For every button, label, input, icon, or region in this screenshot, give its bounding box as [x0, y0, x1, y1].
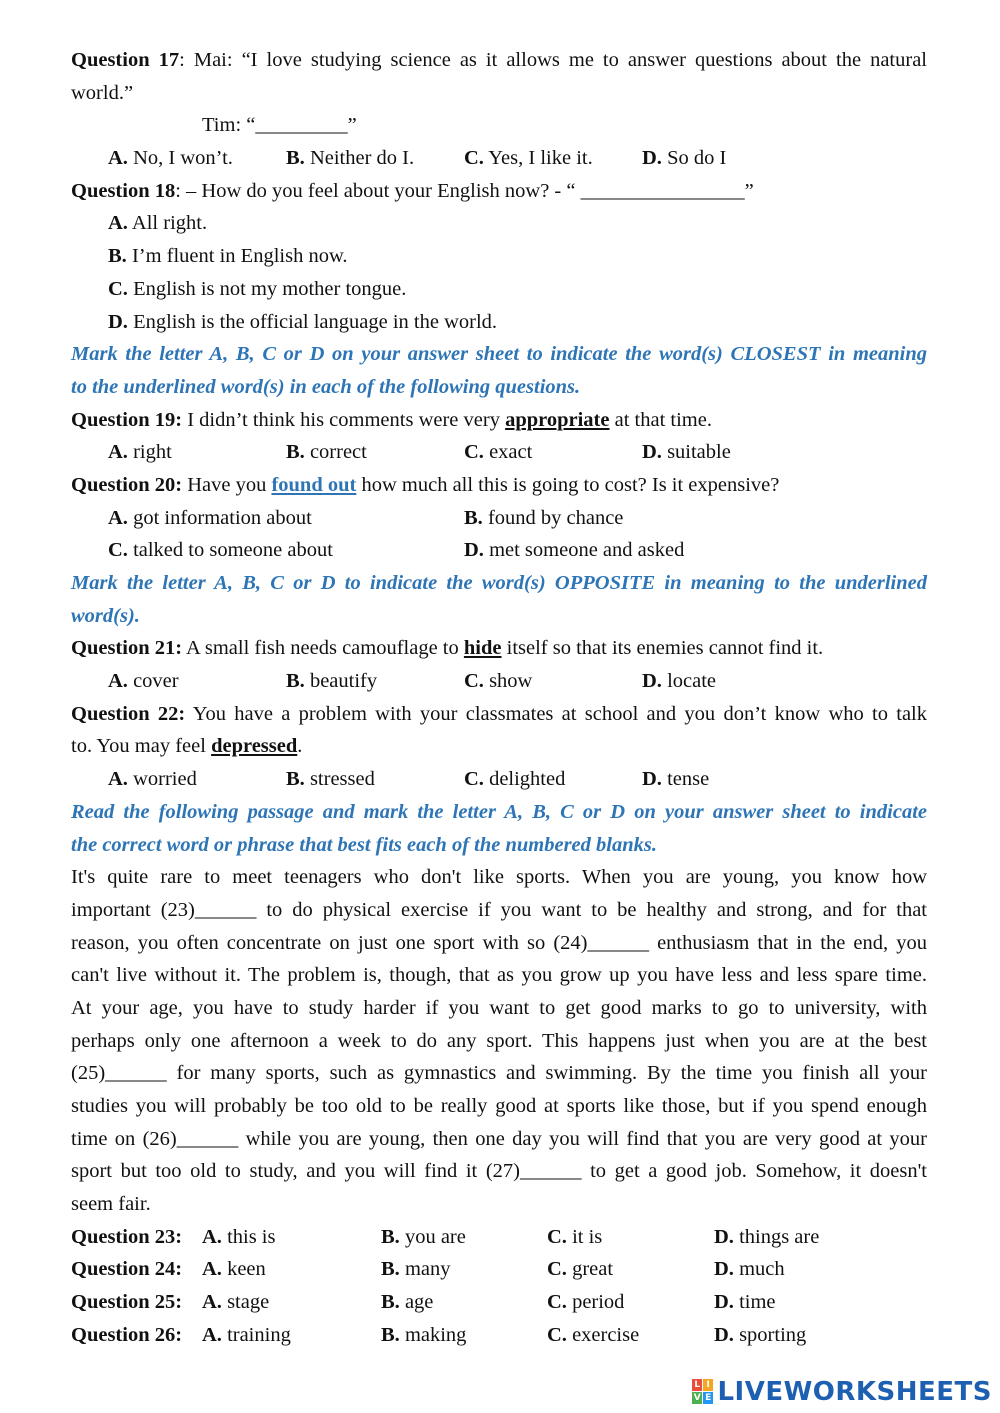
option-c[interactable]: C. it is	[547, 1225, 603, 1248]
question-17-text-cont: world.”	[71, 81, 134, 104]
liveworksheets-logo-icon: L I V E	[693, 1380, 712, 1403]
question-17-line2	[71, 77, 927, 110]
question-21-line: Question 21: A small fish needs camouflage to hide itself so that its enemies cannot find it.	[71, 637, 824, 660]
passage-line: sport but too old to study, and you will find it (27)______ to get a good job. Somehow, it doesn't	[71, 1160, 927, 1183]
instruction-opposite-line2: word(s).	[71, 604, 140, 627]
option-d[interactable]: D. things are	[714, 1225, 820, 1248]
option-b[interactable]: B. making	[381, 1323, 467, 1346]
question-18-line	[71, 175, 927, 208]
question-21-options	[71, 665, 927, 698]
passage-line: perhaps only one afternoon a week to do any sport. This happens just when you are at the best	[71, 1029, 927, 1052]
option-c[interactable]: C. delighted	[464, 768, 566, 791]
option-d[interactable]: D. English is the official language in the world.	[108, 310, 498, 333]
worksheet-page	[71, 44, 927, 1352]
question-24-label: Question 24:	[71, 1258, 183, 1281]
question-23-label: Question 23:	[71, 1225, 183, 1248]
question-20-options-row2	[71, 534, 927, 567]
option-c[interactable]: C. Yes, I like it.	[464, 147, 593, 170]
question-21-label: Question 21:	[71, 637, 183, 660]
passage-line: studies you will probably be too old to be really good at sports like those, but if you spend enough	[71, 1095, 927, 1117]
question-17-text: : Mai: “I love studying science as it allows me to answer questions about the natural	[179, 49, 927, 71]
option-d[interactable]: D. So do I	[642, 147, 727, 170]
option-a[interactable]: A. got information about	[108, 506, 312, 529]
question-19-line: Question 19: I didn’t think his comments were very appropriate at that time.	[71, 408, 712, 431]
passage-line: At your age, you have to study harder if you want to get good marks to go to university, with	[71, 996, 927, 1019]
option-d[interactable]: D. met someone and asked	[464, 539, 685, 562]
question-22-line2: to. You may feel depressed.	[71, 735, 303, 758]
option-b[interactable]: B. you are	[381, 1225, 466, 1248]
option-b[interactable]: B. beautify	[286, 670, 378, 693]
option-b[interactable]: B. found by chance	[464, 506, 624, 529]
question-18-label: Question 18	[71, 179, 176, 202]
passage-line: seem fair.	[71, 1193, 151, 1216]
option-d[interactable]: D. tense	[642, 768, 710, 791]
underlined-word: hide	[463, 637, 502, 660]
option-a[interactable]: A. All right.	[108, 212, 208, 235]
underlined-word: appropriate	[505, 408, 610, 431]
reading-passage	[71, 861, 927, 1221]
option-a[interactable]: A. No, I won’t.	[108, 147, 233, 170]
liveworksheets-logo[interactable]	[692, 1377, 992, 1407]
question-17-options	[71, 142, 927, 175]
option-a[interactable]: A. stage	[202, 1291, 270, 1314]
option-b[interactable]: B. age	[381, 1291, 434, 1314]
question-19-options	[71, 436, 927, 469]
question-25-label: Question 25:	[71, 1291, 183, 1314]
instruction-passage-line1: Read the following passage and mark the letter A, B, C or D on your answer sheet to indicate	[71, 800, 927, 823]
question-26-label: Question 26:	[71, 1323, 183, 1346]
question-19-label: Question 19:	[71, 408, 183, 431]
option-b[interactable]: B. stressed	[286, 768, 375, 791]
option-a[interactable]: A. worried	[108, 768, 197, 791]
option-c[interactable]: C. great	[547, 1258, 614, 1281]
question-26-row	[71, 1319, 927, 1352]
option-c[interactable]: C. period	[547, 1291, 625, 1314]
option-c[interactable]: C. exact	[464, 441, 533, 464]
question-17-tim: Tim: “_________”	[202, 114, 357, 137]
option-d[interactable]: D. suitable	[642, 441, 731, 464]
option-d[interactable]: D. much	[714, 1258, 785, 1281]
option-c[interactable]: C. show	[464, 670, 533, 693]
option-a[interactable]: A. training	[202, 1323, 291, 1346]
option-c[interactable]: C. English is not my mother tongue.	[108, 277, 407, 300]
question-17-label: Question 17	[71, 49, 180, 71]
option-b[interactable]: B. correct	[286, 441, 367, 464]
instruction-closest-line1: Mark the letter A, B, C or D on your answer sheet to indicate the word(s) CLOSEST in meaning	[71, 343, 927, 366]
option-b[interactable]: B. many	[381, 1258, 451, 1281]
question-17-tim-line	[71, 109, 927, 142]
question-20-line: Question 20: Have you found out how much all this is going to cost? Is it expensive?	[71, 473, 780, 496]
option-c[interactable]: C. talked to someone about	[108, 539, 333, 562]
instruction-passage-line2: the correct word or phrase that best fits each of the numbered blanks.	[71, 833, 657, 856]
option-d[interactable]: D. time	[714, 1291, 776, 1314]
question-20-options-row1	[71, 502, 927, 535]
question-24-row	[71, 1253, 927, 1286]
question-17-line1	[71, 44, 927, 77]
passage-line: (25)______ for many sports, such as gymnastics and swimming. By the time you finish all your	[71, 1062, 927, 1085]
liveworksheets-logo-text: LIVEWORKSHEETS	[717, 1377, 992, 1407]
question-25-row	[71, 1286, 927, 1319]
question-18-text: : – How do you feel about your English now? - “ ________________”	[175, 179, 754, 202]
option-a[interactable]: A. this is	[202, 1225, 276, 1248]
passage-line: can't live without it. The problem is, though, that as you grow up you have less and less spare time.	[71, 964, 927, 987]
option-c[interactable]: C. exercise	[547, 1323, 640, 1346]
underlined-word: depressed	[211, 735, 298, 758]
passage-line: reason, you often concentrate on just one sport with so (24)______ enthusiasm that in the end, you	[71, 931, 927, 954]
question-22-label: Question 22:	[71, 702, 186, 725]
option-a[interactable]: A. keen	[202, 1258, 266, 1281]
passage-line: time on (26)______ while you are young, then one day you will find that you are very good at your	[71, 1127, 927, 1150]
option-b[interactable]: B. I’m fluent in English now.	[108, 245, 348, 268]
passage-line: important (23)______ to do physical exercise if you want to be healthy and strong, and for that	[71, 898, 927, 921]
instruction-closest-line2: to the underlined word(s) in each of the following questions.	[71, 375, 581, 398]
option-a[interactable]: A. right	[108, 441, 172, 464]
question-22-line1: Question 22: You have a problem with your classmates at school and you don’t know who to talk	[71, 702, 927, 725]
question-23-row	[71, 1221, 927, 1254]
option-d[interactable]: D. sporting	[714, 1323, 807, 1346]
question-22-options	[71, 763, 927, 796]
option-a[interactable]: A. cover	[108, 670, 179, 693]
passage-line: It's quite rare to meet teenagers who don't like sports. When you are young, you know how	[71, 866, 927, 889]
option-b[interactable]: B. Neither do I.	[286, 147, 415, 170]
option-d[interactable]: D. locate	[642, 670, 717, 693]
question-20-label: Question 20:	[71, 473, 183, 496]
instruction-opposite-line1: Mark the letter A, B, C or D to indicate the word(s) OPPOSITE in meaning to the underlined	[71, 572, 927, 594]
underlined-word: found out	[271, 473, 357, 496]
